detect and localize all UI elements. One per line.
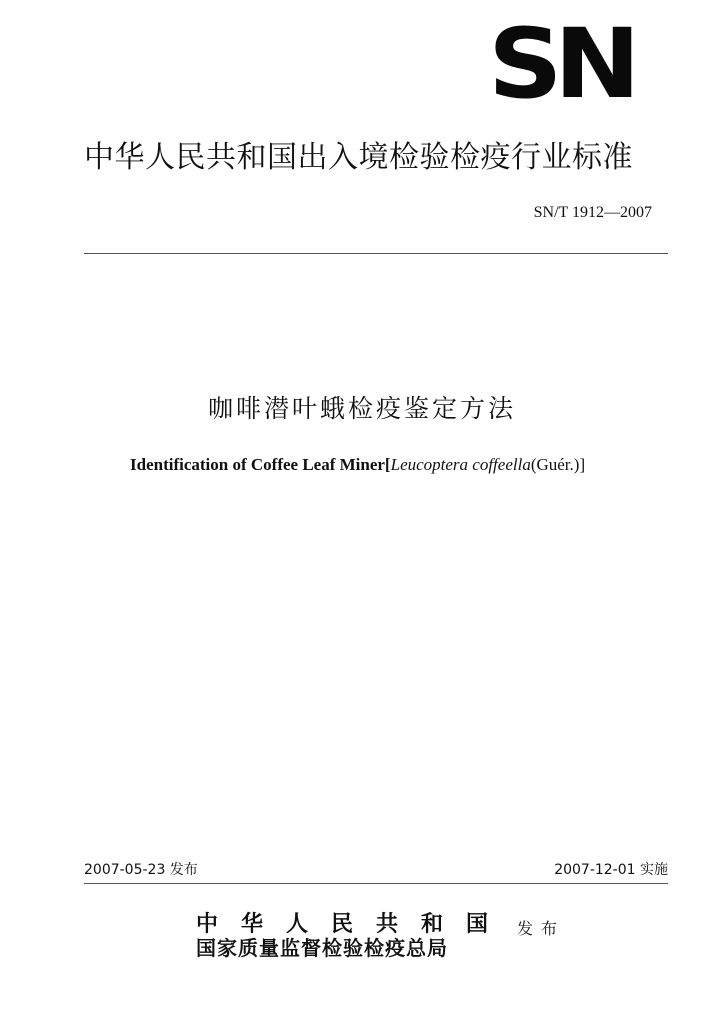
title-en-species: Leucoptera coffeella bbox=[390, 455, 531, 474]
document-title-cn: 咖啡潜叶蛾检疫鉴定方法 bbox=[207, 394, 516, 423]
title-en-prefix: Identification of Coffee Leaf Miner[ bbox=[130, 455, 391, 474]
issuer-country: 中华人民共和国 bbox=[196, 911, 512, 937]
title-en-suffix: (Guér.)] bbox=[530, 455, 586, 474]
bottom-divider bbox=[84, 883, 668, 884]
issuer-agency: 国家质量监督检验检疫总局 bbox=[196, 936, 448, 960]
standard-number: SN/T 1912—2007 bbox=[533, 204, 652, 221]
top-divider bbox=[84, 253, 668, 254]
issue-date: 2007-05-23 发布 bbox=[84, 862, 198, 878]
issuer-publish-label: 发布 bbox=[517, 919, 566, 938]
document-title-en bbox=[130, 454, 650, 476]
standard-category-title: 中华人民共和国出入境检验检疫行业标准 bbox=[84, 140, 633, 175]
effective-date: 2007-12-01 实施 bbox=[554, 862, 668, 878]
sn-logo: SN bbox=[488, 8, 633, 120]
